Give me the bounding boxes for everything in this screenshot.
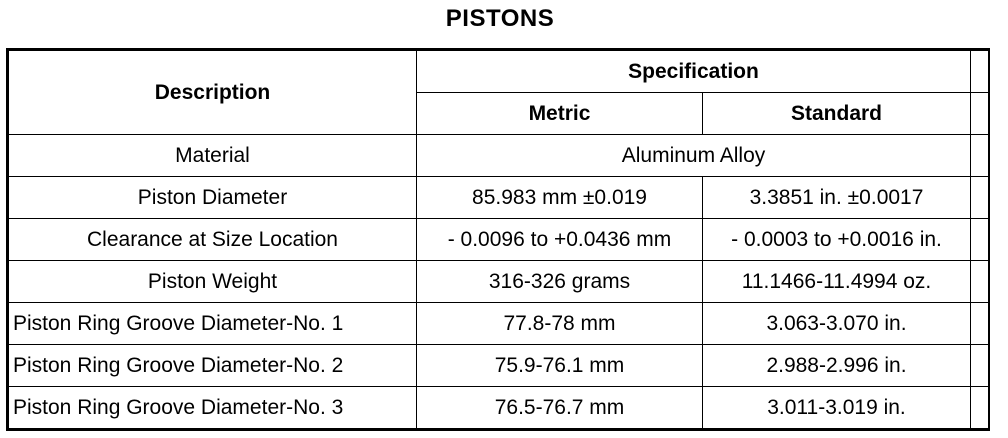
- standard-cell: 3.3851 in. ±0.0017: [703, 177, 971, 219]
- header-row-1: [9, 51, 989, 93]
- spacer-cell: [971, 177, 989, 219]
- spacer-cell: [971, 303, 989, 345]
- description-cell: Piston Ring Groove Diameter-No. 1: [9, 303, 417, 345]
- description-cell: Piston Ring Groove Diameter-No. 2: [9, 345, 417, 387]
- pistons-spec-table: [8, 50, 989, 429]
- metric-cell: 85.983 mm ±0.019: [417, 177, 703, 219]
- page-title: PISTONS: [445, 5, 555, 32]
- standard-cell: 2.988-2.996 in.: [703, 345, 971, 387]
- standard-cell: 11.1466-11.4994 oz.: [703, 261, 971, 303]
- description-cell: Material: [9, 135, 417, 177]
- table-row: [9, 219, 989, 261]
- description-cell: Piston Ring Groove Diameter-No. 3: [9, 387, 417, 429]
- spacer-cell: [971, 93, 989, 135]
- spacer-cell: [971, 345, 989, 387]
- standard-cell: 3.063-3.070 in.: [703, 303, 971, 345]
- metric-cell: 75.9-76.1 mm: [417, 345, 703, 387]
- spacer-cell: [971, 135, 989, 177]
- metric-cell: 77.8-78 mm: [417, 303, 703, 345]
- standard-header: Standard: [703, 93, 971, 135]
- description-header: Description: [9, 51, 417, 135]
- description-cell: Piston Weight: [9, 261, 417, 303]
- metric-cell: 76.5-76.7 mm: [417, 387, 703, 429]
- standard-cell: 3.011-3.019 in.: [703, 387, 971, 429]
- table-row: [9, 387, 989, 429]
- table-row: [9, 177, 989, 219]
- standard-cell: - 0.0003 to +0.0016 in.: [703, 219, 971, 261]
- merged-spec-cell: Aluminum Alloy: [417, 135, 971, 177]
- description-cell: Piston Diameter: [9, 177, 417, 219]
- spacer-cell: [971, 219, 989, 261]
- metric-cell: - 0.0096 to +0.0436 mm: [417, 219, 703, 261]
- metric-cell: 316-326 grams: [417, 261, 703, 303]
- spacer-cell: [971, 261, 989, 303]
- specification-header: Specification: [417, 51, 971, 93]
- table-row: [9, 303, 989, 345]
- spacer-cell: [971, 51, 989, 93]
- metric-header: Metric: [417, 93, 703, 135]
- table-row: [9, 135, 989, 177]
- description-cell: Clearance at Size Location: [9, 219, 417, 261]
- table-row: [9, 261, 989, 303]
- spacer-cell: [971, 387, 989, 429]
- table-row: [9, 345, 989, 387]
